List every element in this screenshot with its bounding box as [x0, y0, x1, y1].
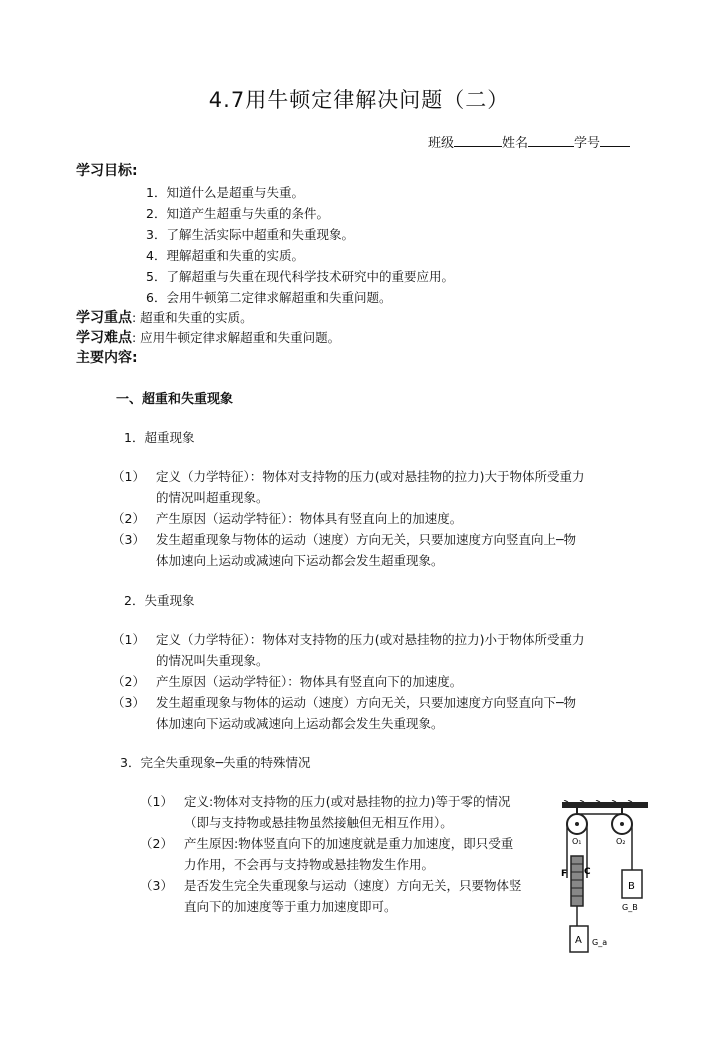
subsection-title: 3．完全失重现象─失重的特殊情况	[120, 755, 311, 770]
item-line: 体加速向下运动或减速向上运动都会发生失重现象。	[156, 716, 444, 731]
pulley-diagram	[560, 800, 650, 960]
item-line: 产生原因（运动学特征）：物体具有竖直向下的加速度。	[156, 674, 463, 689]
number-blank	[600, 134, 630, 147]
item-line: 是否发生完全失重现象与运动（速度）方向无关，只要物体竖	[184, 878, 522, 893]
label-a: A	[575, 935, 582, 946]
subsection-title: 2．失重现象	[124, 593, 195, 608]
item-line: 的情况叫超重现象。	[156, 490, 269, 505]
class-blank	[454, 134, 502, 147]
label-gb: G_B	[622, 903, 638, 912]
item-line: 发生超重现象与物体的运动（速度）方向无关，只要加速度方向竖直向上─物	[156, 532, 577, 547]
section-heading: 一、超重和失重现象	[116, 392, 234, 407]
item-line: （即与支持物或悬挂物虽然接触但无相互作用）。	[184, 815, 453, 830]
difficulty-label: 学习难点	[76, 330, 132, 346]
item-number: （2）	[112, 511, 145, 526]
focus-label: 学习重点	[76, 310, 132, 326]
goal-item: 1．知道什么是超重与失重。	[146, 185, 304, 200]
item-number: （3）	[140, 878, 173, 893]
label-ga: G_a	[592, 938, 608, 947]
item-number: （1）	[140, 794, 173, 809]
item-line: 定义（力学特征）：物体对支持物的压力(或对悬挂物的拉力)小于物体所受重力	[156, 632, 585, 647]
goal-item: 6．会用牛顿第二定律求解超重和失重问题。	[146, 290, 392, 305]
label-c: C	[584, 867, 591, 877]
item-line: 的情况叫失重现象。	[156, 653, 269, 668]
focus-text: : 超重和失重的实质。	[132, 310, 253, 325]
name-label: 姓名	[502, 136, 529, 151]
label-b: B	[628, 881, 635, 892]
goals-heading: 学习目标:	[76, 163, 138, 179]
item-line: 定义:物体对支持物的压力(或对悬挂物的拉力)等于零的情况	[184, 794, 511, 809]
page-title: 4.7用牛顿定律解决问题（二）	[208, 88, 510, 112]
content-heading: 主要内容:	[76, 350, 138, 366]
subsection-title: 1．超重现象	[124, 430, 195, 445]
focus-line	[76, 307, 253, 327]
number-label: 学号	[574, 136, 601, 151]
difficulty-line	[76, 327, 340, 347]
item-line: 力作用，不会再与支持物或悬挂物发生作用。	[184, 857, 435, 872]
item-line: 定义（力学特征）：物体对支持物的压力(或对悬挂物的拉力)大于物体所受重力	[156, 469, 585, 484]
goal-item: 2．知道产生超重与失重的条件。	[146, 206, 329, 221]
item-line: 直向下的加速度等于重力加速度即可。	[184, 899, 397, 914]
name-blank	[528, 134, 574, 147]
item-number: （2）	[140, 836, 173, 851]
item-line: 产生原因:物体竖直向下的加速度就是重力加速度，即只受重	[184, 836, 514, 851]
label-o2: O₂	[616, 837, 626, 846]
label-f: F	[561, 869, 568, 879]
student-info-line	[428, 132, 630, 151]
item-line: 发生超重现象与物体的运动（速度）方向无关，只要加速度方向竖直向下─物	[156, 695, 577, 710]
item-line: 产生原因（运动学特征）：物体具有竖直向上的加速度。	[156, 511, 463, 526]
item-number: （3）	[112, 695, 145, 710]
item-number: （2）	[112, 674, 145, 689]
item-number: （1）	[112, 469, 145, 484]
class-label: 班级	[428, 136, 455, 151]
item-line: 体加速向上运动或减速向下运动都会发生超重现象。	[156, 553, 444, 568]
ceiling	[562, 802, 648, 808]
goal-item: 4．理解超重和失重的实质。	[146, 248, 304, 263]
item-number: （3）	[112, 532, 145, 547]
goal-item: 3．了解生活实际中超重和失重现象。	[146, 227, 354, 242]
label-o1: O₁	[572, 837, 582, 846]
item-number: （1）	[112, 632, 145, 647]
difficulty-text: : 应用牛顿定律求解超重和失重问题。	[132, 330, 341, 345]
goal-item: 5．了解超重与失重在现代科学技术研究中的重要应用。	[146, 269, 454, 284]
